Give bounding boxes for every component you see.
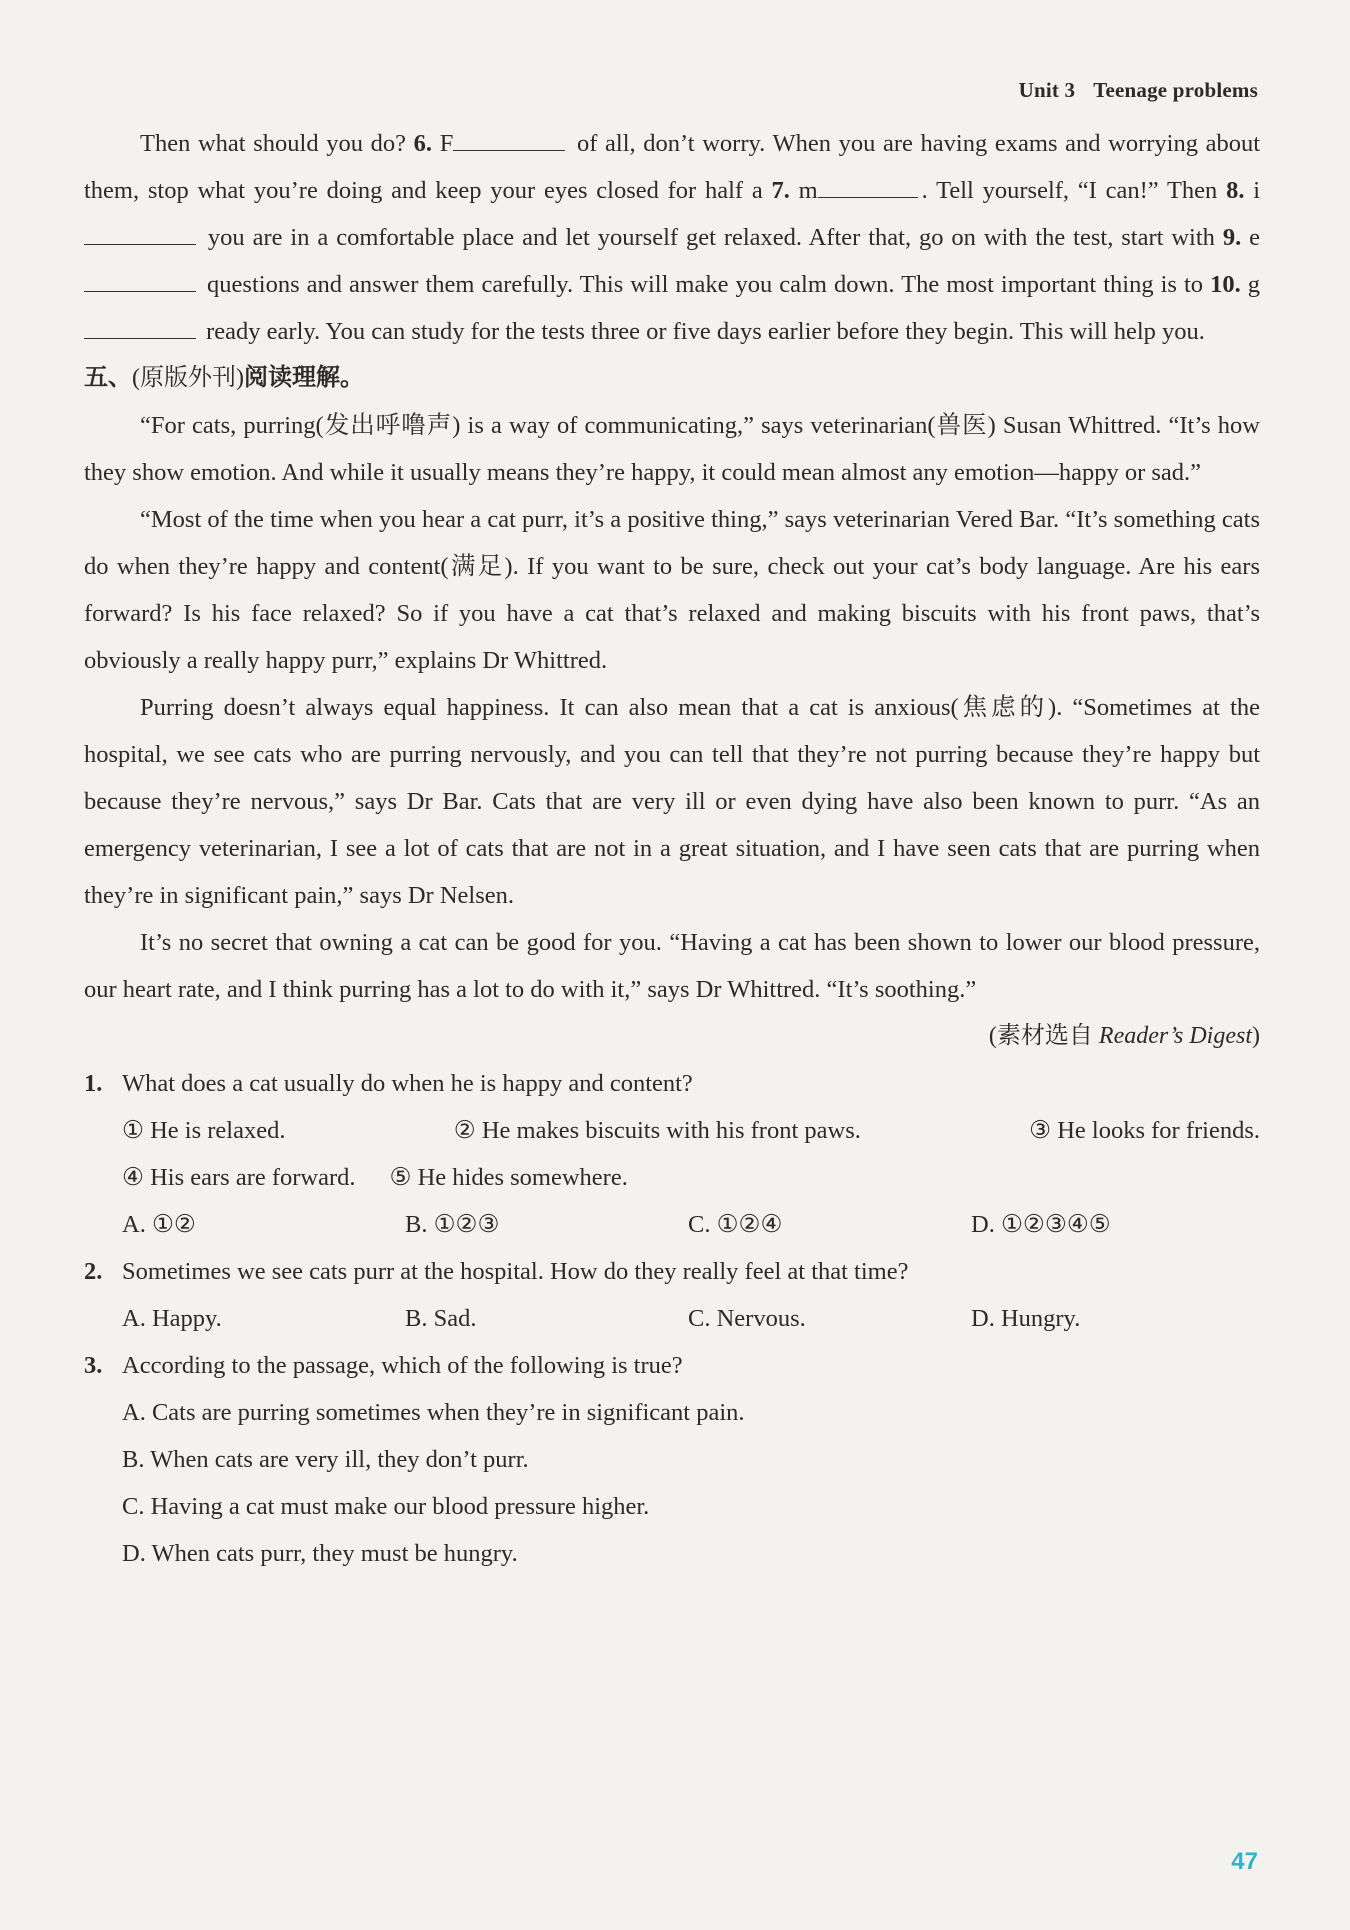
passage-paragraph: “For cats, purring(发出呼噜声) is a way of communicating,” says veterinarian(兽医) Susan Whittred. “It’s how they show emotion. And while it usually means they’re happy, it could mean almost any emotion—happy or sad.” bbox=[84, 412, 1260, 486]
question-text: What does a cat usually do when he is happy and content? bbox=[122, 1070, 693, 1097]
option-d[interactable]: D. When cats purr, they must be hungry. bbox=[122, 1540, 518, 1567]
question-1 bbox=[84, 1060, 1260, 1107]
question-text: Sometimes we see cats purr at the hospital. How do they really feel at that time? bbox=[122, 1258, 909, 1285]
source-name: Reader’s Digest bbox=[1098, 1023, 1252, 1049]
running-header bbox=[1019, 78, 1258, 103]
options-row bbox=[84, 1201, 1260, 1248]
statement-item: ③ He looks for friends. bbox=[1029, 1117, 1260, 1144]
blank-6[interactable] bbox=[453, 130, 565, 151]
option-a[interactable]: A. Happy. bbox=[122, 1305, 222, 1332]
option-c[interactable]: C. Having a cat must make our blood pressure higher. bbox=[122, 1493, 650, 1520]
cloze-text: of all, don’t worry. When you are having exams and worrying about them, stop what you’re doing and keep your eyes closed for half a bbox=[84, 130, 1261, 204]
section-heading bbox=[84, 355, 1260, 402]
source-prefix: (素材选自 bbox=[988, 1023, 1099, 1049]
blank-number-7: 7. bbox=[771, 177, 790, 204]
question-number: 2. bbox=[84, 1258, 103, 1285]
question-2 bbox=[84, 1248, 1260, 1295]
question-text: According to the passage, which of the following is true? bbox=[122, 1352, 683, 1379]
blank-9[interactable] bbox=[84, 271, 196, 292]
question-3 bbox=[84, 1342, 1260, 1389]
blank-10[interactable] bbox=[84, 318, 196, 339]
source-citation bbox=[84, 1013, 1260, 1060]
options-row bbox=[84, 1295, 1260, 1342]
cloze-text: questions and answer them carefully. This will make you calm down. The most important thing is to bbox=[207, 271, 1204, 298]
blank-letter-7: m bbox=[798, 177, 818, 204]
option-b[interactable]: B. ①②③ bbox=[405, 1211, 500, 1238]
statement-item: ② He makes biscuits with his front paws. bbox=[453, 1117, 861, 1144]
option-a[interactable]: A. Cats are purring sometimes when they’re in significant pain. bbox=[122, 1399, 745, 1426]
option-c[interactable]: C. ①②④ bbox=[688, 1211, 783, 1238]
option-d[interactable]: D. Hungry. bbox=[971, 1305, 1081, 1332]
section-source-tag: (原版外刊) bbox=[132, 365, 244, 391]
blank-8[interactable] bbox=[84, 224, 196, 245]
header-title: Teenage problems bbox=[1093, 78, 1258, 102]
cloze-text: . Tell yourself, “I can!” Then bbox=[921, 177, 1218, 204]
blank-letter-10: g bbox=[1247, 271, 1261, 298]
statement-row bbox=[84, 1154, 1260, 1201]
statement-item: ④ His ears are forward. bbox=[122, 1164, 356, 1191]
question-number: 3. bbox=[84, 1352, 103, 1379]
passage-paragraph: “Most of the time when you hear a cat purr, it’s a positive thing,” says veterinarian Vered Bar. “It’s something cats do when they’re happy and content(满足). If you want to be sure, check out your cat’s body language. Are his ears forward? Is his face relaxed? So if you have a cat that’s relaxed and making biscuits with his front paws, that’s obviously a really happy purr,” explains Dr Whittred. bbox=[84, 506, 1260, 674]
passage-paragraph: Purring doesn’t always equal happiness. It can also mean that a cat is anxious(焦虑的). “Sometimes at the hospital, we see cats who are purring nervously, and you can tell that they’re not purring because they’re happy but because they’re nervous,” says Dr Bar. Cats that are very ill or even dying have also been known to purr. “As an emergency veterinarian, I see a lot of cats that are not in a great situation, and I have seen cats that are purring when they’re in significant pain,” says Dr Nelsen. bbox=[84, 694, 1260, 909]
blank-letter-8: i bbox=[1253, 177, 1261, 204]
blank-number-9: 9. bbox=[1222, 224, 1242, 251]
cloze-text: ready early. You can study for the tests three or five days earlier before they begin. This will help you. bbox=[206, 318, 1205, 345]
blank-number-10: 10. bbox=[1210, 271, 1241, 298]
blank-letter-9: e bbox=[1249, 224, 1260, 251]
option-a[interactable]: A. ①② bbox=[122, 1211, 196, 1238]
page-body bbox=[84, 120, 1260, 1577]
blank-number-8: 8. bbox=[1226, 177, 1245, 204]
blank-number-6: 6. bbox=[413, 130, 433, 157]
blank-letter-6: F bbox=[439, 130, 454, 157]
statement-row bbox=[84, 1107, 1260, 1154]
blank-7[interactable] bbox=[818, 177, 918, 198]
header-unit: Unit 3 bbox=[1018, 78, 1076, 102]
question-number: 1. bbox=[84, 1070, 103, 1097]
passage-paragraph: It’s no secret that owning a cat can be good for you. “Having a cat has been shown to lower our blood pressure, our heart rate, and I think purring has a lot to do with it,” says Dr Whittred. “It’s soothing.” bbox=[84, 929, 1260, 1003]
cloze-text: you are in a comfortable place and let yourself get relaxed. After that, go on with the test, start with bbox=[207, 224, 1215, 251]
cloze-text: Then what should you do? bbox=[140, 130, 407, 157]
cloze-paragraph bbox=[84, 120, 1260, 355]
option-b[interactable]: B. When cats are very ill, they don’t purr. bbox=[122, 1446, 529, 1473]
statement-item: ⑤ He hides somewhere. bbox=[389, 1164, 628, 1191]
option-d[interactable]: D. ①②③④⑤ bbox=[971, 1211, 1111, 1238]
section-label: 五、 bbox=[84, 365, 132, 391]
option-b[interactable]: B. Sad. bbox=[405, 1305, 477, 1332]
page-number: 47 bbox=[1231, 1848, 1258, 1875]
statement-item: ① He is relaxed. bbox=[122, 1117, 286, 1144]
option-c[interactable]: C. Nervous. bbox=[688, 1305, 806, 1332]
section-title: 阅读理解。 bbox=[243, 365, 364, 391]
source-suffix: ) bbox=[1252, 1023, 1260, 1049]
